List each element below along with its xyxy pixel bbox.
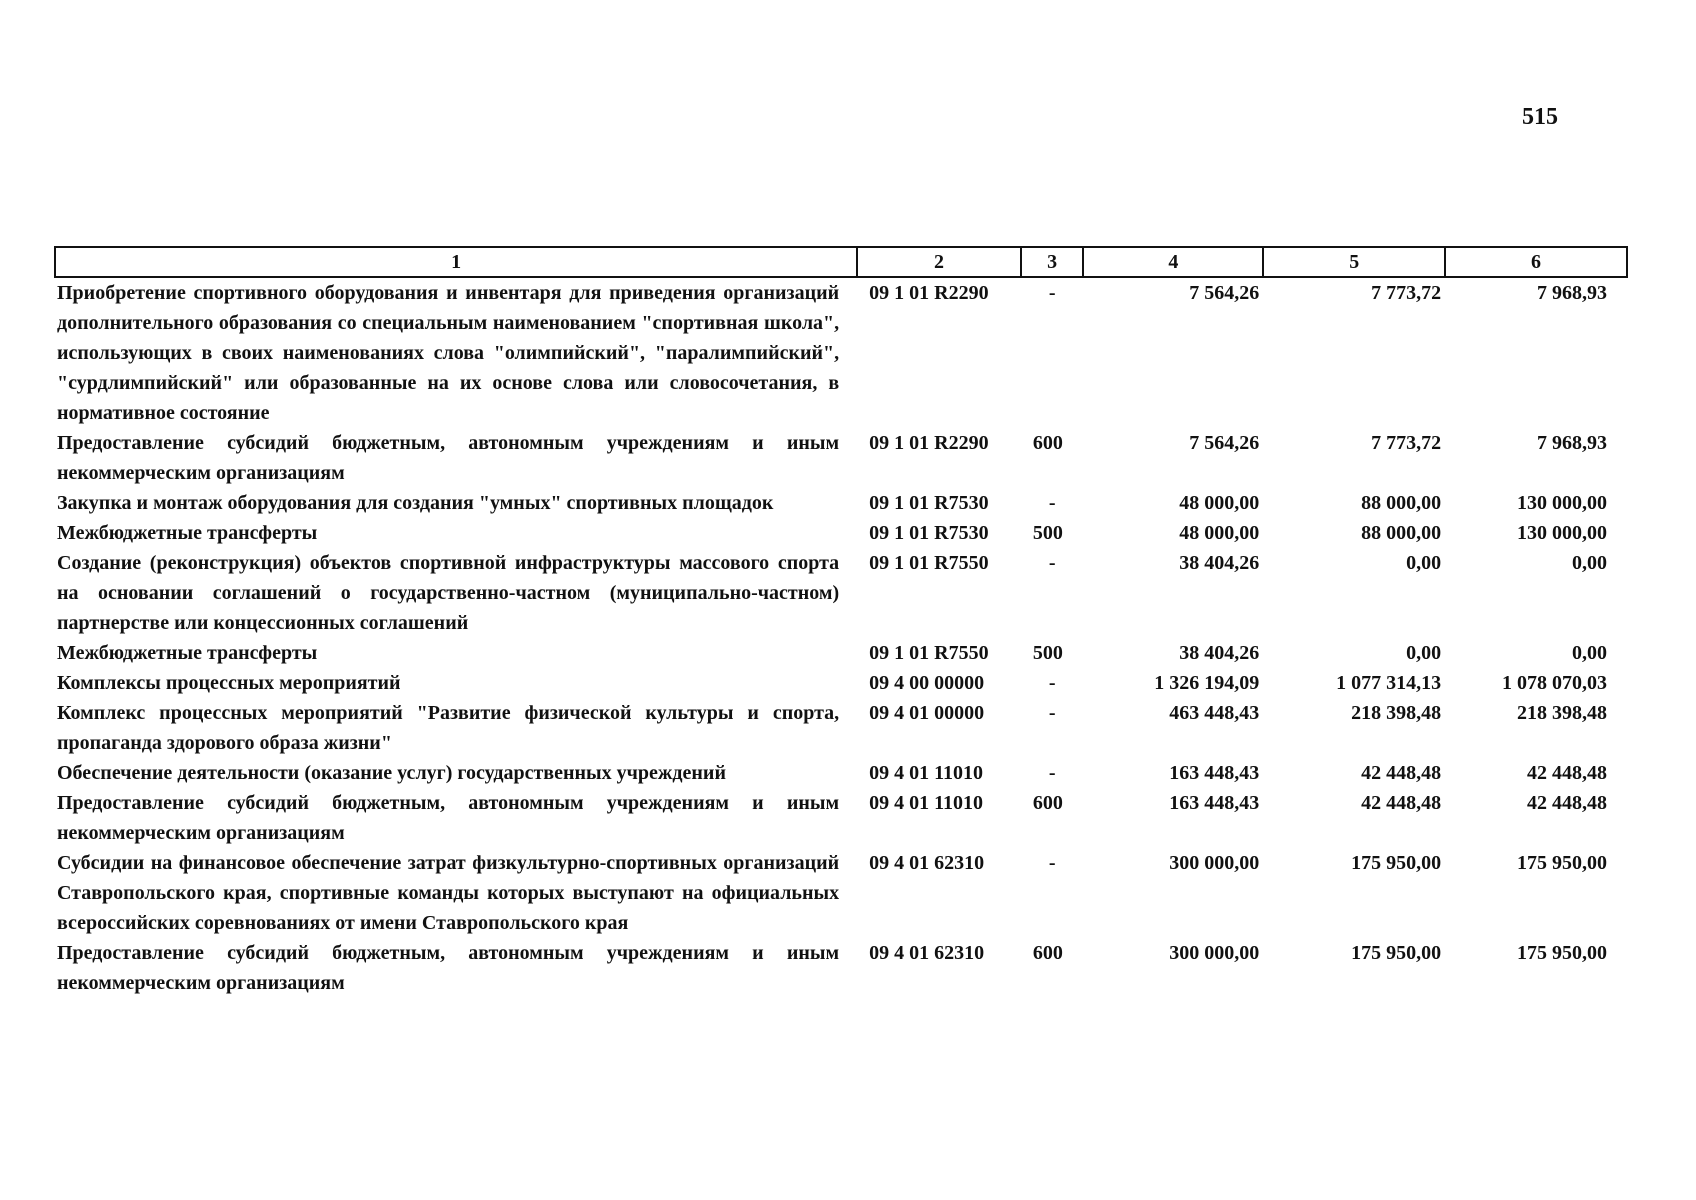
row-value-1: 48 000,00	[1179, 492, 1260, 514]
row-value-3: 0,00	[1572, 552, 1607, 574]
row-value-3: 1 078 070,03	[1502, 672, 1607, 694]
table-row	[55, 638, 1627, 668]
row-value-2: 7 773,72	[1371, 282, 1442, 304]
row-value-3: 175 950,00	[1517, 852, 1607, 874]
table-row	[55, 668, 1627, 698]
row-value-2: 7 773,72	[1371, 432, 1442, 454]
row-code: 09 1 01 R7550	[869, 552, 989, 574]
table-row	[55, 548, 1627, 638]
table-row	[55, 938, 1627, 998]
row-value-2: 42 448,48	[1361, 792, 1442, 814]
row-value-2: 88 000,00	[1361, 522, 1442, 544]
header-col-4: 4	[1083, 247, 1263, 277]
row-value-3: 7 968,93	[1537, 282, 1607, 304]
row-code: 09 1 01 R7530	[869, 492, 989, 514]
table-header	[55, 247, 1627, 277]
row-kind: -	[1048, 762, 1056, 784]
row-kind: -	[1048, 282, 1056, 304]
row-value-1: 463 448,43	[1169, 702, 1260, 724]
row-value-3: 7 968,93	[1537, 432, 1607, 454]
row-code: 09 4 01 62310	[869, 852, 985, 874]
row-value-3: 130 000,00	[1517, 522, 1607, 544]
row-value-1: 7 564,26	[1189, 432, 1260, 454]
row-value-1: 1 326 194,09	[1154, 672, 1260, 694]
row-code: 09 1 01 R2290	[869, 282, 989, 304]
row-value-2: 88 000,00	[1361, 492, 1442, 514]
row-name: Межбюджетные трансферты	[57, 642, 318, 664]
row-value-3: 0,00	[1572, 642, 1607, 664]
row-kind: -	[1048, 852, 1056, 874]
table-row	[55, 488, 1627, 518]
row-kind: 600	[1032, 432, 1063, 454]
table-row	[55, 518, 1627, 548]
row-code: 09 4 01 62310	[869, 942, 985, 964]
row-value-2: 1 077 314,13	[1336, 672, 1442, 694]
row-value-2: 0,00	[1406, 642, 1442, 664]
row-value-3: 175 950,00	[1517, 942, 1607, 964]
row-kind: 500	[1032, 642, 1063, 664]
row-name: Создание (реконструкция) объектов спортивной инфраструктуры массового спорта на основании соглашений о государственно-частном (муниципально-частном) партнерстве или концессионных соглашений	[57, 552, 840, 634]
header-col-3: 3	[1021, 247, 1084, 277]
row-kind: -	[1048, 492, 1056, 514]
table-row	[55, 848, 1627, 938]
budget-table	[54, 246, 1628, 998]
row-value-3: 42 448,48	[1527, 762, 1607, 784]
row-value-1: 38 404,26	[1179, 552, 1260, 574]
table-body	[55, 277, 1627, 998]
row-kind: 600	[1032, 942, 1063, 964]
row-code: 09 1 01 R2290	[869, 432, 989, 454]
table-row	[55, 758, 1627, 788]
row-kind: 600	[1032, 792, 1063, 814]
row-value-1: 48 000,00	[1179, 522, 1260, 544]
row-name: Предоставление субсидий бюджетным, автономным учреждениям и иным некоммерческим организациям	[57, 432, 840, 484]
table-row	[55, 428, 1627, 488]
row-kind: -	[1048, 672, 1056, 694]
row-value-1: 163 448,43	[1169, 762, 1260, 784]
row-name: Комплексы процессных мероприятий	[57, 672, 401, 694]
header-col-5: 5	[1263, 247, 1445, 277]
row-code: 09 4 01 11010	[869, 792, 984, 814]
row-value-2: 175 950,00	[1351, 942, 1442, 964]
row-kind: -	[1048, 702, 1056, 724]
row-value-2: 175 950,00	[1351, 852, 1442, 874]
header-col-6: 6	[1445, 247, 1627, 277]
row-name: Межбюджетные трансферты	[57, 522, 318, 544]
row-code: 09 4 01 00000	[869, 702, 985, 724]
row-name: Предоставление субсидий бюджетным, автономным учреждениям и иным некоммерческим организациям	[57, 942, 840, 994]
row-value-2: 218 398,48	[1351, 702, 1442, 724]
row-name: Закупка и монтаж оборудования для создания "умных" спортивных площадок	[57, 492, 774, 514]
table-row	[55, 698, 1627, 758]
row-name: Обеспечение деятельности (оказание услуг) государственных учреждений	[57, 762, 726, 784]
row-code: 09 4 00 00000	[869, 672, 985, 694]
row-kind: 500	[1032, 522, 1063, 544]
row-value-2: 42 448,48	[1361, 762, 1442, 784]
row-name: Комплекс процессных мероприятий "Развитие физической культуры и спорта, пропаганда здорового образа жизни"	[57, 702, 840, 754]
row-value-1: 300 000,00	[1169, 852, 1260, 874]
header-col-2: 2	[857, 247, 1021, 277]
row-value-1: 38 404,26	[1179, 642, 1260, 664]
header-col-1: 1	[55, 247, 857, 277]
row-name: Предоставление субсидий бюджетным, автономным учреждениям и иным некоммерческим организациям	[57, 792, 840, 844]
table-row	[55, 788, 1627, 848]
row-value-1: 163 448,43	[1169, 792, 1260, 814]
row-value-2: 0,00	[1406, 552, 1442, 574]
page-number: 515	[1522, 104, 1558, 130]
row-value-3: 42 448,48	[1527, 792, 1607, 814]
row-code: 09 1 01 R7550	[869, 642, 989, 664]
row-value-1: 300 000,00	[1169, 942, 1260, 964]
row-value-3: 218 398,48	[1517, 702, 1607, 724]
row-name: Субсидии на финансовое обеспечение затрат физкультурно-спортивных организаций Ставропольского края, спортивные команды которых выступают на официальных всероссийских соревнованиях от имени Ставропольского края	[57, 852, 840, 934]
row-value-1: 7 564,26	[1189, 282, 1260, 304]
row-name: Приобретение спортивного оборудования и инвентаря для приведения организаций дополнительного образования со специальным наименованием "спортивная школа", использующих в своих наименованиях слова "олимпийский", "паралимпийский", "сурдлимпийский" или образованные на их основе слова или словосочетания, в нормативное состояние	[57, 282, 840, 424]
row-value-3: 130 000,00	[1517, 492, 1607, 514]
row-kind: -	[1048, 552, 1056, 574]
row-code: 09 1 01 R7530	[869, 522, 989, 544]
table-row	[55, 277, 1627, 428]
row-code: 09 4 01 11010	[869, 762, 984, 784]
header-row	[55, 247, 1627, 277]
